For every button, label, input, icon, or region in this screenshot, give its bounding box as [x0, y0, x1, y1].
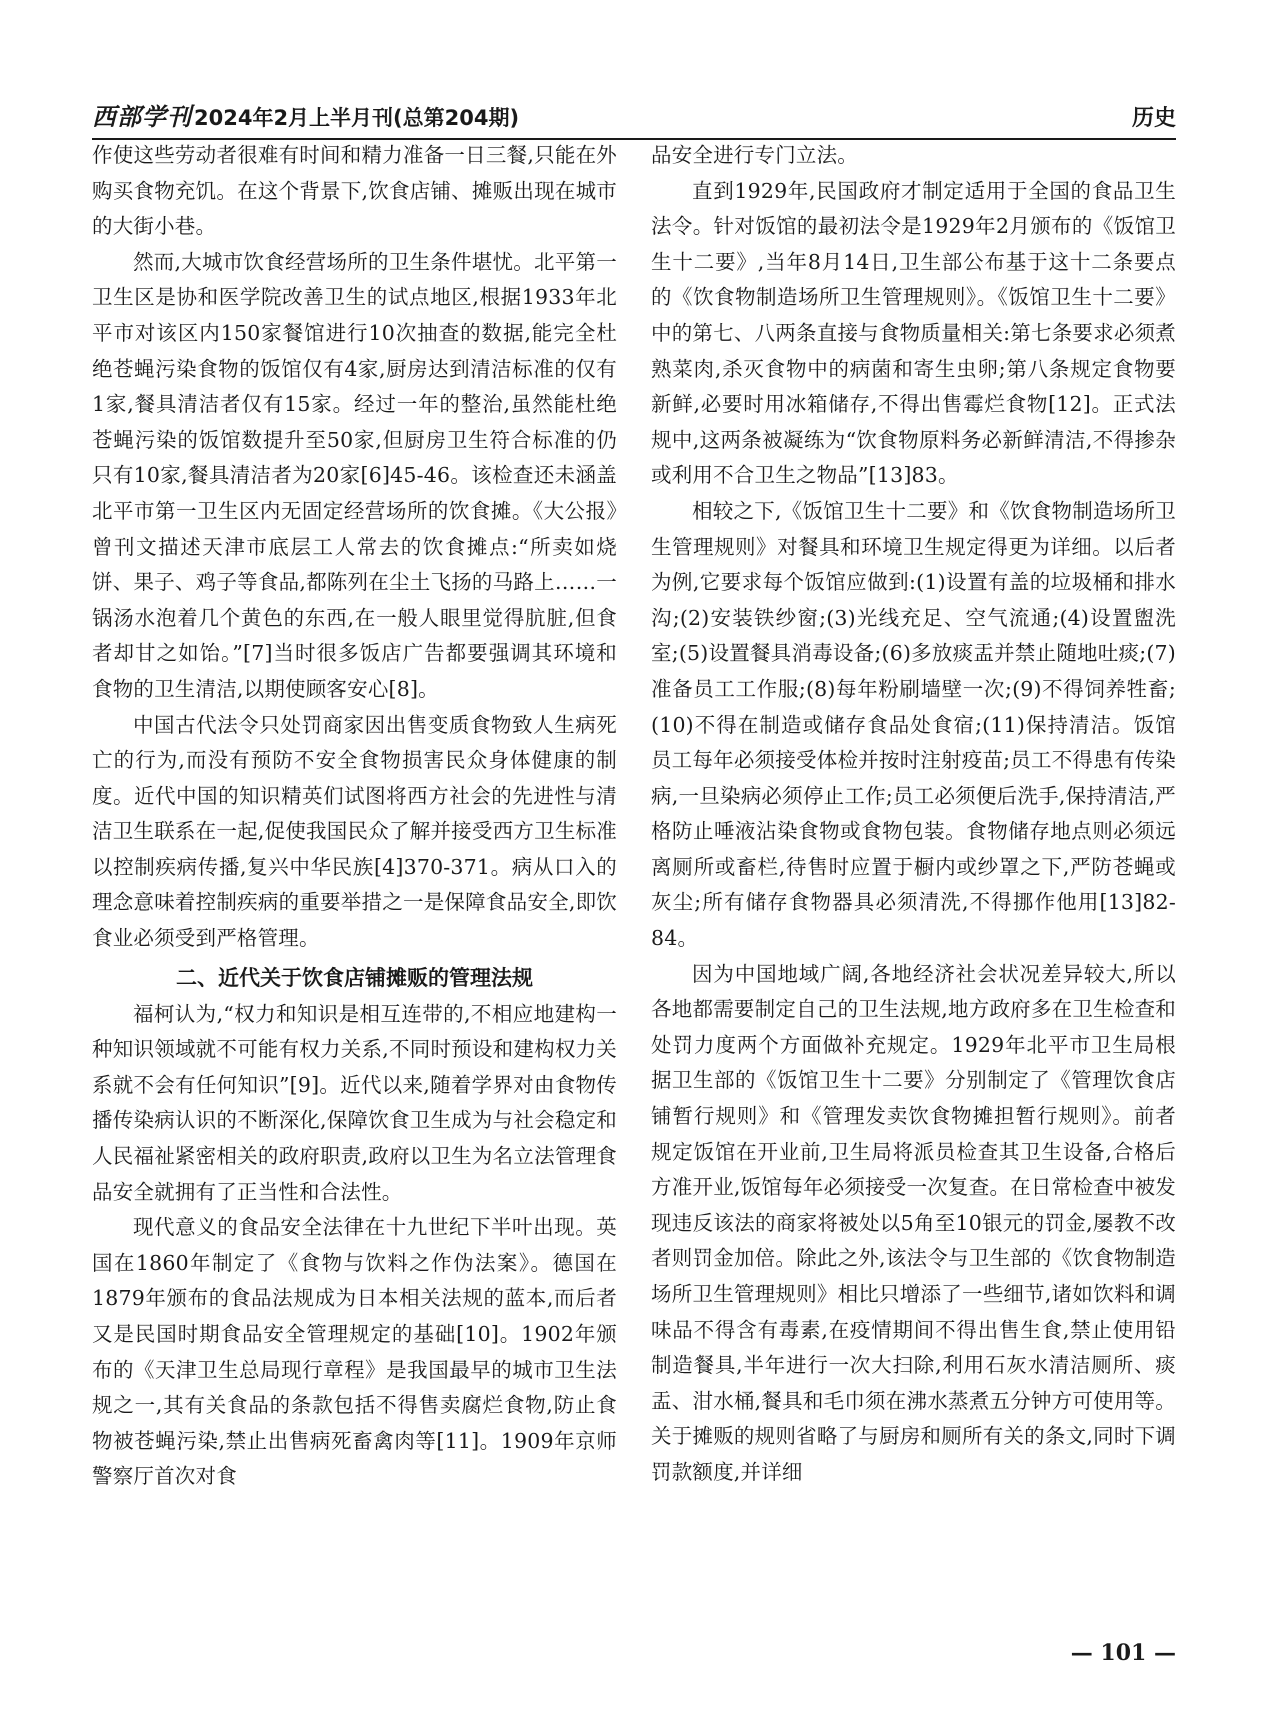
paragraph: 因为中国地域广阔,各地经济社会状况差异较大,所以各地都需要制定自己的卫生法规,地方政府多在卫生检查和处罚力度两个方面做补充规定。1929年北平市卫生局根据卫生部的《饭馆卫生十二要》分别制定了《管理饮食店铺暂行规则》和《管理发卖饮食物摊担暂行规则》。前者规定饭馆在开业前,卫生局将派员检查其卫生设备,合格后方准开业,饭馆每年必须接受一次复查。在日常检查中被发现违反该法的商家将被处以5角至10银元的罚金,屡教不改者则罚金加倍。除此之外,该法令与卫生部的《饮食物制造场所卫生管理规则》相比只增添了一些细节,诸如饮料和调味品不得含有毒素,在疫情期间不得出售生食,禁止使用铅制造餐具,半年进行一次大扫除,利用石灰水清洁厕所、痰盂、泔水桶,餐具和毛巾须在沸水蒸煮五分钟方可使用等。关于摊贩的规则省略了与厨房和厕所有关的条文,同时下调罚款额度,并详细 — [651, 961, 1176, 1484]
paragraph: 然而,大城市饮食经营场所的卫生条件堪忧。北平第一卫生区是协和医学院改善卫生的试点地区,根据1933年北平市对该区内150家餐馆进行10次抽查的数据,能完全杜绝苍蝇污染食物的饭馆仅有4家,厨房达到清洁标准的仅有1家,餐具清洁者仅有15家。经过一年的整治,虽然能杜绝苍蝇污染的饭馆数提升至50家,但厨房卫生符合标准的仍只有10家,餐具清洁者为20家[6]45-46。该检查还未涵盖北平市第一卫生区内无固定经营场所的饮食摊。《大公报》曾刊文描述天津市底层工人常去的饮食摊点:“所卖如烧饼、果子、鸡子等食品,都陈列在尘土飞扬的马路上……一锅汤水泡着几个黄色的东西,在一般人眼里觉得肮脏,但食者却甘之如饴。”[7]当时很多饭店广告都要强调其环境和食物的卫生清洁,以期使顾客安心[8]。 — [92, 249, 617, 701]
section-label: 历史 — [1131, 106, 1176, 131]
journal-logo: 西部学刊 — [92, 102, 192, 131]
journal-issue: 2024年2月上半月刊(总第204期) — [194, 106, 520, 130]
paragraph: 作使这些劳动者很难有时间和精力准备一日三餐,只能在外购买食物充饥。在这个背景下,饮食店铺、摊贩出现在城市的大街小巷。 — [92, 143, 617, 239]
section-heading: 二、近代关于饮食店铺摊贩的管理法规 — [176, 965, 533, 990]
paragraph: 现代意义的食品安全法律在十九世纪下半叶出现。英国在1860年制定了《食物与饮料之作伪法案》。德国在1879年颁布的食品法规成为日本相关法规的蓝本,而后者又是民国时期食品安全管理规定的基础[10]。1902年颁布的《天津卫生总局现行章程》是我国最早的城市卫生法规之一,其有关食品的条款包括不得售卖腐烂食物,防止食物被苍蝇污染,禁止出售病死畜禽肉等[11]。1909年京师警察厅首次对食 — [92, 1215, 617, 1489]
left-column — [92, 138, 617, 1608]
paragraph: 中国古代法令只处罚商家因出售变质食物致人生病死亡的行为,而没有预防不安全食物损害民众身体健康的制度。近代中国的知识精英们试图将西方社会的先进性与清洁卫生联系在一起,促使我国民众了解并接受西方卫生标准以控制疾病传播,复兴中华民族[4]370-371。病从口入的理念意味着控制疾病的重要举措之一是保障食品安全,即饮食业必须受到严格管理。 — [92, 712, 617, 951]
body-columns — [92, 138, 1176, 1608]
paragraph: 直到1929年,民国政府才制定适用于全国的食品卫生法令。针对饭馆的最初法令是1929年2月颁布的《饭馆卫生十二要》,当年8月14日,卫生部公布基于这十二条要点的《饮食物制造场所卫生管理规则》。《饭馆卫生十二要》中的第七、八两条直接与食物质量相关:第七条要求必须煮熟菜肉,杀灭食物中的病菌和寄生虫卵;第八条规定食物要新鲜,必要时用冰箱储存,不得出售霉烂食物[12]。正式法规中,这两条被凝练为“饮食物原料务必新鲜清洁,不得掺杂或利用不合卫生之物品”[13]83。 — [651, 178, 1176, 488]
running-header — [92, 88, 1176, 140]
page-number: — 101 — — [1070, 1640, 1176, 1666]
paragraph: 福柯认为,“权力和知识是相互连带的,不相应地建构一种知识领域就不可能有权力关系,不同时预设和建构权力关系就不会有任何知识”[9]。近代以来,随着学界对由食物传播传染病认识的不断深化,保障饮食卫生成为与社会稳定和人民福祉紧密相关的政府职责,政府以卫生为名立法管理食品安全就拥有了正当性和合法性。 — [92, 1001, 617, 1204]
header-left — [92, 97, 519, 132]
right-column — [651, 138, 1176, 1608]
paragraph: 相较之下,《饭馆卫生十二要》和《饮食物制造场所卫生管理规则》对餐具和环境卫生规定得更为详细。以后者为例,它要求每个饭馆应做到:(1)设置有盖的垃圾桶和排水沟;(2)安装铁纱窗;(3)光线充足、空气流通;(4)设置盥洗室;(5)设置餐具消毒设备;(6)多放痰盂并禁止随地吐痰;(7)准备员工工作服;(8)每年粉刷墙壁一次;(9)不得饲养牲畜;(10)不得在制造或储存食品处食宿;(11)保持清洁。饭馆员工每年必须接受体检并按时注射疫苗;员工不得患有传染病,一旦染病必须停止工作;员工必须便后洗手,保持清洁,严格防止唾液沾染食物或食物包装。食物储存地点则必须远离厕所或畜栏,待售时应置于橱内或纱罩之下,严防苍蝇或灰尘;所有储存食物器具必须清洗,不得挪作他用[13]82-84。 — [651, 498, 1176, 951]
paragraph: 品安全进行专门立法。 — [651, 143, 858, 167]
